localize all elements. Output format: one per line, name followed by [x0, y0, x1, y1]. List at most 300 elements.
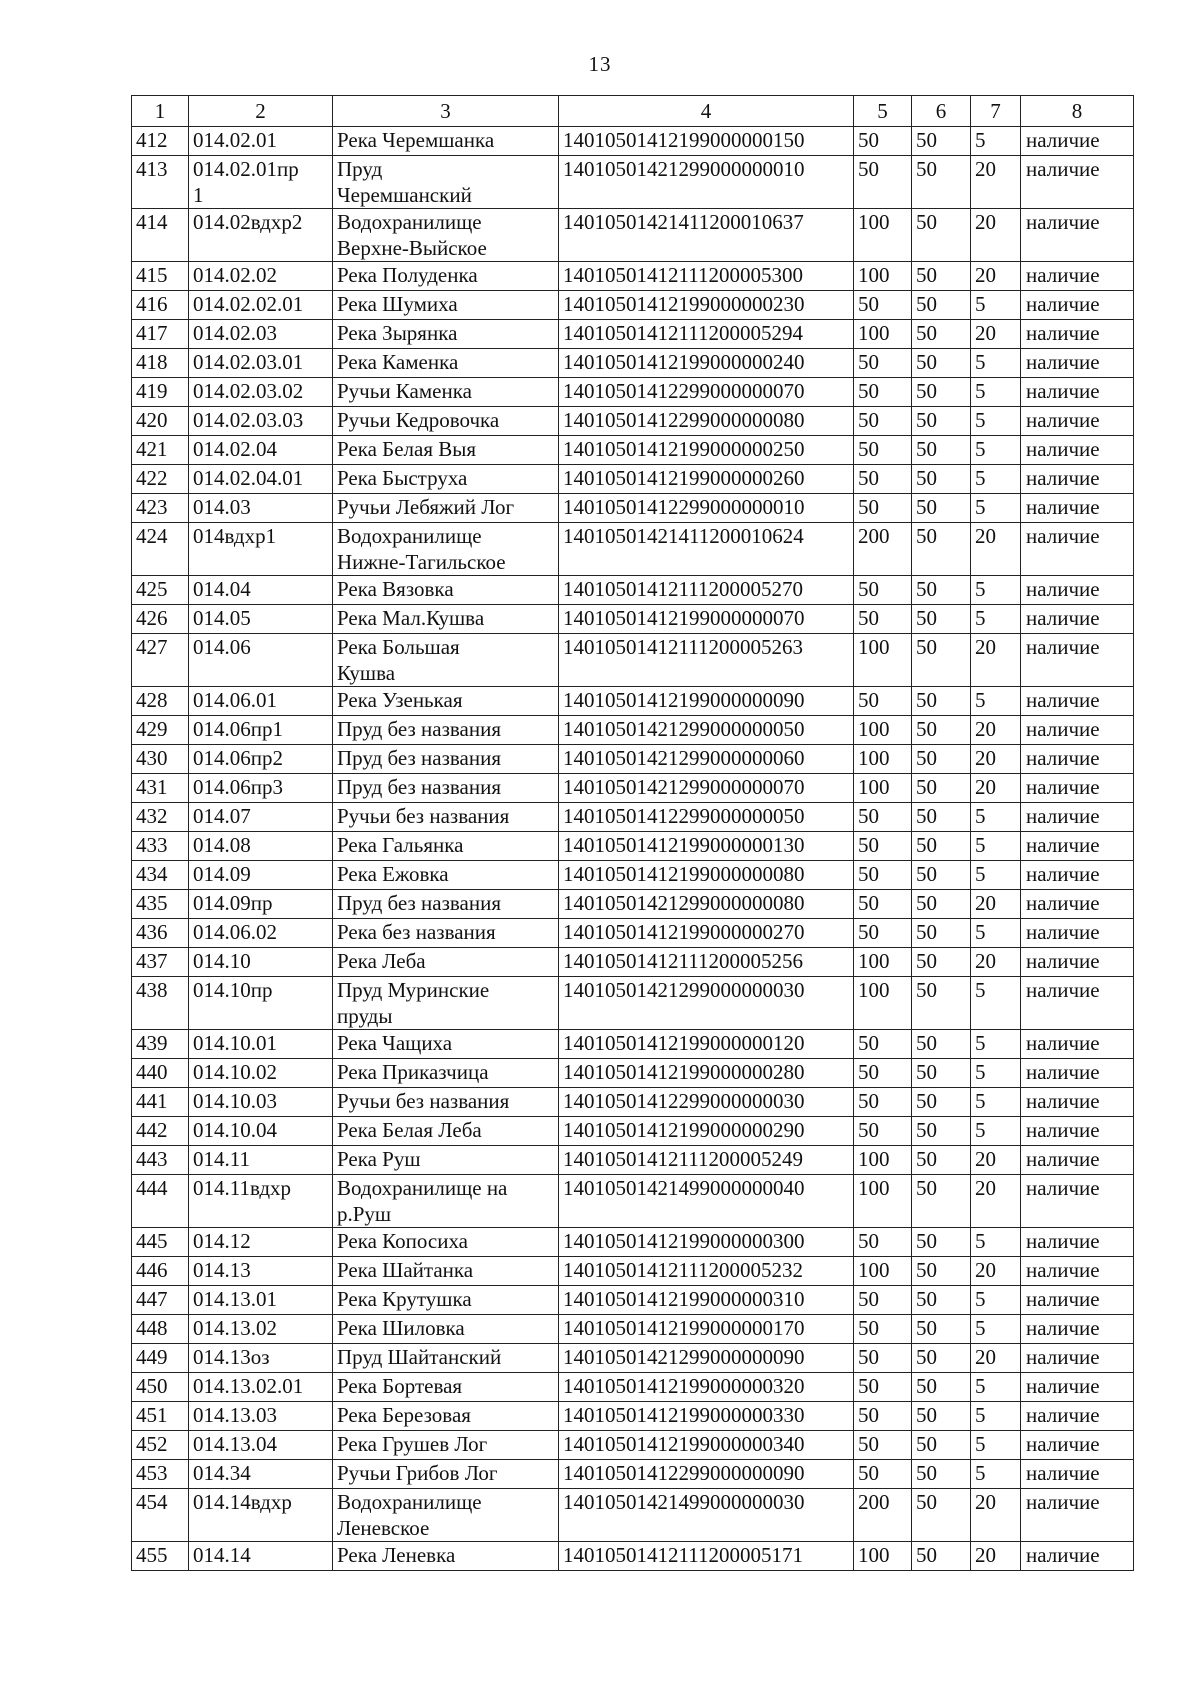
cell-value-7: 5 — [971, 1431, 1021, 1460]
cell-registry-code: 14010501412199000000260 — [559, 465, 854, 494]
cell-status: наличие — [1021, 605, 1134, 634]
cell-status: наличие — [1021, 948, 1134, 977]
cell-water-body-name: Река без названия — [333, 919, 559, 948]
cell-value-5: 50 — [854, 349, 912, 378]
cell-value-6: 50 — [912, 291, 971, 320]
cell-registry-code: 14010501421299000000030 — [559, 977, 854, 1030]
cell-water-body-name: Река Березовая — [333, 1402, 559, 1431]
table-row — [132, 378, 1134, 407]
column-header-3: 3 — [333, 96, 559, 127]
cell-water-body-name: Ручьи без названия — [333, 1088, 559, 1117]
table-row — [132, 1059, 1134, 1088]
column-header-6: 6 — [912, 96, 971, 127]
cell-status: наличие — [1021, 1489, 1134, 1542]
column-header-8: 8 — [1021, 96, 1134, 127]
cell-value-7: 5 — [971, 127, 1021, 156]
cell-value-5: 50 — [854, 436, 912, 465]
cell-code: 014.06 — [189, 634, 333, 687]
cell-water-body-name: Река Мал.Кушва — [333, 605, 559, 634]
cell-registry-code: 14010501412199000000230 — [559, 291, 854, 320]
cell-value-5: 50 — [854, 919, 912, 948]
cell-code: 014.10пр — [189, 977, 333, 1030]
cell-row-number: 430 — [132, 745, 189, 774]
cell-water-body-name: Водохранилище Нижне-Тагильское — [333, 523, 559, 576]
cell-water-body-name: Река Шайтанка — [333, 1257, 559, 1286]
table-header-row — [132, 96, 1134, 127]
cell-value-7: 5 — [971, 1460, 1021, 1489]
cell-registry-code: 14010501412199000000240 — [559, 349, 854, 378]
cell-value-5: 50 — [854, 687, 912, 716]
cell-status: наличие — [1021, 745, 1134, 774]
cell-value-6: 50 — [912, 605, 971, 634]
cell-status: наличие — [1021, 494, 1134, 523]
cell-registry-code: 14010501412299000000090 — [559, 1460, 854, 1489]
table-row — [132, 861, 1134, 890]
cell-code: 014.02.03 — [189, 320, 333, 349]
cell-value-7: 5 — [971, 861, 1021, 890]
cell-registry-code: 14010501412111200005256 — [559, 948, 854, 977]
table-row — [132, 494, 1134, 523]
cell-registry-code: 14010501412199000000300 — [559, 1228, 854, 1257]
cell-value-6: 50 — [912, 1059, 971, 1088]
cell-value-5: 100 — [854, 774, 912, 803]
cell-row-number: 423 — [132, 494, 189, 523]
table-row — [132, 1402, 1134, 1431]
column-header-2: 2 — [189, 96, 333, 127]
cell-code: 014.06пр2 — [189, 745, 333, 774]
cell-water-body-name: Водохранилище на р.Руш — [333, 1175, 559, 1228]
cell-value-6: 50 — [912, 919, 971, 948]
cell-registry-code: 14010501412111200005300 — [559, 262, 854, 291]
cell-value-7: 5 — [971, 605, 1021, 634]
table-row — [132, 745, 1134, 774]
cell-value-5: 50 — [854, 1117, 912, 1146]
cell-value-6: 50 — [912, 803, 971, 832]
cell-registry-code: 14010501412199000000250 — [559, 436, 854, 465]
cell-water-body-name: Река Узенькая — [333, 687, 559, 716]
cell-value-6: 50 — [912, 465, 971, 494]
cell-code: 014.14вдхр — [189, 1489, 333, 1542]
cell-water-body-name: Пруд Шайтанский — [333, 1344, 559, 1373]
cell-code: 014.02вдхр2 — [189, 209, 333, 262]
cell-registry-code: 14010501421411200010624 — [559, 523, 854, 576]
cell-status: наличие — [1021, 1315, 1134, 1344]
cell-registry-code: 14010501412299000000070 — [559, 378, 854, 407]
cell-row-number: 451 — [132, 1402, 189, 1431]
table-row — [132, 1286, 1134, 1315]
cell-value-5: 50 — [854, 127, 912, 156]
cell-value-5: 100 — [854, 262, 912, 291]
cell-water-body-name: Река Большая Кушва — [333, 634, 559, 687]
cell-status: наличие — [1021, 919, 1134, 948]
cell-value-6: 50 — [912, 494, 971, 523]
cell-code: 014.02.01пр 1 — [189, 156, 333, 209]
cell-code: 014.13.02.01 — [189, 1373, 333, 1402]
table-row — [132, 1431, 1134, 1460]
cell-code: 014.14 — [189, 1542, 333, 1571]
cell-water-body-name: Ручьи Кедровочка — [333, 407, 559, 436]
cell-value-6: 50 — [912, 1489, 971, 1542]
cell-value-7: 20 — [971, 634, 1021, 687]
cell-value-5: 50 — [854, 1373, 912, 1402]
cell-registry-code: 14010501412199000000330 — [559, 1402, 854, 1431]
table-row — [132, 948, 1134, 977]
cell-value-7: 20 — [971, 1489, 1021, 1542]
table-row — [132, 803, 1134, 832]
cell-water-body-name: Пруд без названия — [333, 716, 559, 745]
cell-registry-code: 14010501421299000000080 — [559, 890, 854, 919]
cell-value-5: 200 — [854, 1489, 912, 1542]
column-header-4: 4 — [559, 96, 854, 127]
cell-value-6: 50 — [912, 576, 971, 605]
cell-value-7: 20 — [971, 156, 1021, 209]
cell-registry-code: 14010501412299000000030 — [559, 1088, 854, 1117]
table-row — [132, 977, 1134, 1030]
cell-status: наличие — [1021, 977, 1134, 1030]
cell-status: наличие — [1021, 156, 1134, 209]
cell-water-body-name: Пруд без названия — [333, 745, 559, 774]
cell-status: наличие — [1021, 774, 1134, 803]
cell-registry-code: 14010501412111200005232 — [559, 1257, 854, 1286]
cell-row-number: 419 — [132, 378, 189, 407]
cell-registry-code: 14010501412111200005270 — [559, 576, 854, 605]
cell-value-5: 50 — [854, 407, 912, 436]
cell-code: 014.06.02 — [189, 919, 333, 948]
cell-value-7: 5 — [971, 1088, 1021, 1117]
cell-value-5: 100 — [854, 1146, 912, 1175]
cell-value-7: 20 — [971, 523, 1021, 576]
cell-value-7: 20 — [971, 1344, 1021, 1373]
cell-value-7: 5 — [971, 1315, 1021, 1344]
cell-value-6: 50 — [912, 1315, 971, 1344]
cell-status: наличие — [1021, 407, 1134, 436]
table-row — [132, 774, 1134, 803]
cell-value-7: 20 — [971, 1257, 1021, 1286]
cell-value-5: 100 — [854, 320, 912, 349]
cell-water-body-name: Ручьи без названия — [333, 803, 559, 832]
cell-status: наличие — [1021, 349, 1134, 378]
cell-water-body-name: Река Черемшанка — [333, 127, 559, 156]
cell-water-body-name: Река Быструха — [333, 465, 559, 494]
cell-value-5: 200 — [854, 523, 912, 576]
cell-status: наличие — [1021, 1344, 1134, 1373]
cell-registry-code: 14010501412199000000120 — [559, 1030, 854, 1059]
cell-code: 014.13оз — [189, 1344, 333, 1373]
cell-code: 014.12 — [189, 1228, 333, 1257]
cell-value-6: 50 — [912, 1286, 971, 1315]
table-row — [132, 1088, 1134, 1117]
table-row — [132, 156, 1134, 209]
cell-row-number: 446 — [132, 1257, 189, 1286]
cell-water-body-name: Река Копосиха — [333, 1228, 559, 1257]
cell-value-5: 100 — [854, 716, 912, 745]
table-row — [132, 687, 1134, 716]
cell-row-number: 416 — [132, 291, 189, 320]
cell-code: 014.02.04 — [189, 436, 333, 465]
cell-code: 014.13.02 — [189, 1315, 333, 1344]
cell-water-body-name: Река Приказчица — [333, 1059, 559, 1088]
table-row — [132, 1117, 1134, 1146]
cell-code: 014.09 — [189, 861, 333, 890]
cell-registry-code: 14010501412299000000080 — [559, 407, 854, 436]
table-row — [132, 1146, 1134, 1175]
cell-value-6: 50 — [912, 1088, 971, 1117]
cell-water-body-name: Река Шиловка — [333, 1315, 559, 1344]
cell-value-6: 50 — [912, 861, 971, 890]
cell-row-number: 439 — [132, 1030, 189, 1059]
cell-value-7: 5 — [971, 977, 1021, 1030]
cell-row-number: 421 — [132, 436, 189, 465]
cell-value-5: 50 — [854, 576, 912, 605]
cell-row-number: 427 — [132, 634, 189, 687]
cell-registry-code: 14010501421299000000090 — [559, 1344, 854, 1373]
cell-code: 014.02.02 — [189, 262, 333, 291]
cell-row-number: 432 — [132, 803, 189, 832]
cell-value-5: 50 — [854, 1460, 912, 1489]
cell-value-5: 100 — [854, 1542, 912, 1571]
cell-value-5: 50 — [854, 832, 912, 861]
cell-water-body-name: Пруд без названия — [333, 774, 559, 803]
cell-code: 014.03 — [189, 494, 333, 523]
cell-code: 014.06пр3 — [189, 774, 333, 803]
cell-value-6: 50 — [912, 890, 971, 919]
cell-water-body-name: Река Шумиха — [333, 291, 559, 320]
cell-registry-code: 14010501421299000000060 — [559, 745, 854, 774]
page-number: 13 — [588, 52, 612, 76]
cell-row-number: 425 — [132, 576, 189, 605]
table-row — [132, 407, 1134, 436]
cell-value-5: 50 — [854, 1344, 912, 1373]
cell-code: 014.10.04 — [189, 1117, 333, 1146]
cell-registry-code: 14010501412199000000170 — [559, 1315, 854, 1344]
cell-value-5: 50 — [854, 605, 912, 634]
cell-value-5: 50 — [854, 890, 912, 919]
cell-row-number: 441 — [132, 1088, 189, 1117]
cell-value-5: 50 — [854, 1402, 912, 1431]
cell-value-7: 5 — [971, 1059, 1021, 1088]
cell-row-number: 438 — [132, 977, 189, 1030]
cell-row-number: 429 — [132, 716, 189, 745]
cell-registry-code: 14010501412199000000280 — [559, 1059, 854, 1088]
table-row — [132, 465, 1134, 494]
cell-water-body-name: Река Леневка — [333, 1542, 559, 1571]
cell-code: 014.06.01 — [189, 687, 333, 716]
cell-value-5: 50 — [854, 861, 912, 890]
cell-value-6: 50 — [912, 1228, 971, 1257]
cell-value-6: 50 — [912, 209, 971, 262]
cell-row-number: 450 — [132, 1373, 189, 1402]
cell-water-body-name: Река Леба — [333, 948, 559, 977]
cell-value-7: 5 — [971, 465, 1021, 494]
cell-water-body-name: Река Ежовка — [333, 861, 559, 890]
cell-value-5: 100 — [854, 977, 912, 1030]
cell-value-7: 5 — [971, 803, 1021, 832]
cell-value-6: 50 — [912, 407, 971, 436]
cell-value-5: 50 — [854, 156, 912, 209]
cell-registry-code: 14010501412199000000130 — [559, 832, 854, 861]
table-row — [132, 1257, 1134, 1286]
cell-status: наличие — [1021, 687, 1134, 716]
cell-value-5: 50 — [854, 1030, 912, 1059]
cell-status: наличие — [1021, 1542, 1134, 1571]
cell-value-7: 20 — [971, 890, 1021, 919]
cell-value-5: 100 — [854, 1175, 912, 1228]
cell-registry-code: 14010501412199000000340 — [559, 1431, 854, 1460]
column-header-1: 1 — [132, 96, 189, 127]
cell-row-number: 445 — [132, 1228, 189, 1257]
cell-water-body-name: Река Гальянка — [333, 832, 559, 861]
cell-water-body-name: Река Вязовка — [333, 576, 559, 605]
cell-registry-code: 14010501412199000000080 — [559, 861, 854, 890]
cell-value-7: 5 — [971, 1030, 1021, 1059]
water-bodies-table — [131, 95, 1134, 1571]
table-row — [132, 1175, 1134, 1228]
cell-value-6: 50 — [912, 1257, 971, 1286]
cell-water-body-name: Река Каменка — [333, 349, 559, 378]
cell-row-number: 422 — [132, 465, 189, 494]
cell-code: 014.02.03.03 — [189, 407, 333, 436]
cell-code: 014.13.03 — [189, 1402, 333, 1431]
cell-status: наличие — [1021, 634, 1134, 687]
cell-value-5: 50 — [854, 1088, 912, 1117]
cell-value-7: 5 — [971, 349, 1021, 378]
cell-value-5: 100 — [854, 745, 912, 774]
cell-value-5: 50 — [854, 1315, 912, 1344]
cell-code: 014.11 — [189, 1146, 333, 1175]
cell-row-number: 442 — [132, 1117, 189, 1146]
cell-value-5: 50 — [854, 494, 912, 523]
table-row — [132, 1373, 1134, 1402]
table-row — [132, 320, 1134, 349]
cell-registry-code: 14010501412199000000270 — [559, 919, 854, 948]
cell-value-7: 5 — [971, 1286, 1021, 1315]
cell-water-body-name: Водохранилище Верхне-Выйское — [333, 209, 559, 262]
cell-row-number: 426 — [132, 605, 189, 634]
cell-code: 014.13.04 — [189, 1431, 333, 1460]
cell-value-7: 20 — [971, 1175, 1021, 1228]
table-row — [132, 349, 1134, 378]
table-row — [132, 919, 1134, 948]
cell-row-number: 437 — [132, 948, 189, 977]
cell-row-number: 424 — [132, 523, 189, 576]
cell-status: наличие — [1021, 716, 1134, 745]
cell-value-6: 50 — [912, 523, 971, 576]
table-row — [132, 1030, 1134, 1059]
cell-water-body-name: Пруд Муринские пруды — [333, 977, 559, 1030]
cell-registry-code: 14010501421299000000050 — [559, 716, 854, 745]
cell-value-6: 50 — [912, 832, 971, 861]
table-row — [132, 291, 1134, 320]
cell-status: наличие — [1021, 1175, 1134, 1228]
cell-row-number: 455 — [132, 1542, 189, 1571]
cell-code: 014.04 — [189, 576, 333, 605]
cell-water-body-name: Пруд Черемшанский — [333, 156, 559, 209]
cell-registry-code: 14010501412299000000050 — [559, 803, 854, 832]
cell-code: 014.13 — [189, 1257, 333, 1286]
table-row — [132, 1542, 1134, 1571]
cell-value-6: 50 — [912, 948, 971, 977]
cell-value-6: 50 — [912, 436, 971, 465]
cell-status: наличие — [1021, 1431, 1134, 1460]
cell-value-7: 5 — [971, 1228, 1021, 1257]
cell-code: 014.02.03.02 — [189, 378, 333, 407]
cell-value-6: 50 — [912, 1344, 971, 1373]
cell-value-6: 50 — [912, 1117, 971, 1146]
cell-row-number: 428 — [132, 687, 189, 716]
table-row — [132, 209, 1134, 262]
cell-water-body-name: Пруд без названия — [333, 890, 559, 919]
table-row — [132, 605, 1134, 634]
cell-code: 014.10.03 — [189, 1088, 333, 1117]
cell-value-7: 5 — [971, 576, 1021, 605]
cell-value-6: 50 — [912, 977, 971, 1030]
table-row — [132, 716, 1134, 745]
cell-row-number: 452 — [132, 1431, 189, 1460]
cell-row-number: 449 — [132, 1344, 189, 1373]
table-row — [132, 127, 1134, 156]
cell-row-number: 444 — [132, 1175, 189, 1228]
cell-value-5: 50 — [854, 465, 912, 494]
cell-status: наличие — [1021, 262, 1134, 291]
cell-value-5: 100 — [854, 634, 912, 687]
cell-value-7: 5 — [971, 1373, 1021, 1402]
cell-code: 014.02.04.01 — [189, 465, 333, 494]
cell-row-number: 433 — [132, 832, 189, 861]
cell-value-5: 100 — [854, 209, 912, 262]
cell-value-6: 50 — [912, 1542, 971, 1571]
cell-value-5: 50 — [854, 1431, 912, 1460]
cell-value-6: 50 — [912, 1460, 971, 1489]
cell-value-6: 50 — [912, 1030, 971, 1059]
cell-status: наличие — [1021, 523, 1134, 576]
cell-registry-code: 14010501412111200005263 — [559, 634, 854, 687]
cell-registry-code: 14010501421299000000070 — [559, 774, 854, 803]
cell-value-7: 20 — [971, 320, 1021, 349]
cell-registry-code: 14010501412199000000290 — [559, 1117, 854, 1146]
table-row — [132, 436, 1134, 465]
table-row — [132, 1489, 1134, 1542]
cell-water-body-name: Ручьи Каменка — [333, 378, 559, 407]
cell-code: 014.07 — [189, 803, 333, 832]
cell-value-7: 20 — [971, 209, 1021, 262]
cell-value-7: 5 — [971, 436, 1021, 465]
cell-value-7: 20 — [971, 1542, 1021, 1571]
cell-value-7: 5 — [971, 407, 1021, 436]
table-row — [132, 1228, 1134, 1257]
cell-water-body-name: Река Полуденка — [333, 262, 559, 291]
cell-code: 014.02.03.01 — [189, 349, 333, 378]
cell-row-number: 454 — [132, 1489, 189, 1542]
cell-code: 014.08 — [189, 832, 333, 861]
cell-code: 014.34 — [189, 1460, 333, 1489]
cell-water-body-name: Река Белая Леба — [333, 1117, 559, 1146]
cell-row-number: 447 — [132, 1286, 189, 1315]
cell-value-6: 50 — [912, 1175, 971, 1228]
cell-value-6: 50 — [912, 687, 971, 716]
cell-code: 014.05 — [189, 605, 333, 634]
cell-water-body-name: Водохранилище Леневское — [333, 1489, 559, 1542]
cell-value-6: 50 — [912, 320, 971, 349]
cell-value-6: 50 — [912, 745, 971, 774]
cell-water-body-name: Река Чащиха — [333, 1030, 559, 1059]
cell-status: наличие — [1021, 1257, 1134, 1286]
cell-value-7: 5 — [971, 919, 1021, 948]
cell-value-5: 50 — [854, 291, 912, 320]
table-row — [132, 890, 1134, 919]
cell-code: 014.02.01 — [189, 127, 333, 156]
cell-status: наличие — [1021, 436, 1134, 465]
cell-value-7: 20 — [971, 262, 1021, 291]
